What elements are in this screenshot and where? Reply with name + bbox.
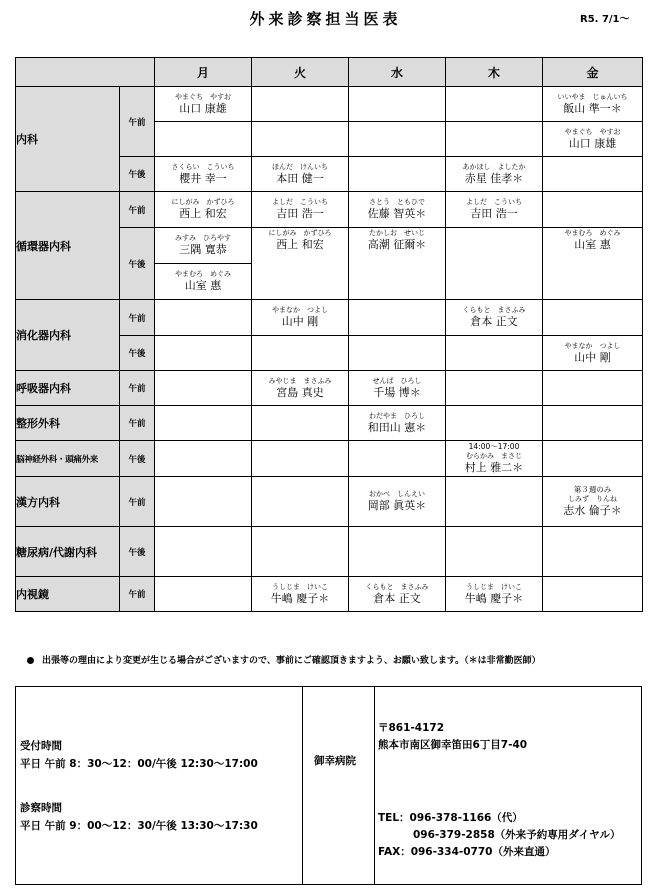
doctor-name: 山室 惠	[574, 238, 611, 251]
empty-cell	[155, 122, 252, 157]
doctor-cell	[155, 192, 252, 228]
doctor-furigana: せんば ひろし	[372, 376, 422, 385]
doctor-name: 牛嶋 慶子＊	[464, 591, 524, 605]
day-header-mon: 月	[155, 58, 252, 87]
doctor-cell	[349, 577, 446, 612]
empty-cell	[155, 441, 252, 477]
doctor-furigana: にしがみ かずひろ	[171, 198, 235, 206]
dept-shokaki: 消化器内科	[16, 300, 120, 371]
bullet-icon	[27, 657, 34, 664]
doctor-name: 三隅 寛恭	[179, 243, 227, 256]
doctor-furigana: たかしお せいじ	[369, 229, 425, 237]
doctor-furigana: さくらい こういち	[171, 162, 235, 171]
dept-naishikyo: 内視鏡	[16, 577, 120, 612]
doctor-cell	[446, 577, 543, 612]
empty-cell	[349, 157, 446, 192]
doctor-name: 和田山 憲＊	[367, 420, 427, 434]
day-header-tue: 火	[252, 58, 349, 87]
notice-body: 出張等の理由により変更が生じる場合がございますので、事前にご確認頂きますよう、お願い致します。（＊は非常勤医師）	[42, 656, 541, 666]
table-row	[16, 192, 643, 228]
doctor-name: 西上 和宏	[179, 207, 227, 220]
empty-cell	[543, 371, 643, 406]
empty-cell	[155, 477, 252, 527]
empty-cell	[252, 441, 349, 477]
doctor-name: 飯山 準一＊	[563, 101, 622, 115]
doctor-name: 千場 博＊	[373, 385, 421, 399]
empty-cell	[155, 577, 252, 612]
empty-cell	[446, 406, 543, 441]
doctor-name: 山室 惠	[184, 279, 222, 292]
doctor-cell	[543, 336, 643, 371]
table-row	[16, 371, 643, 406]
empty-cell	[252, 122, 349, 157]
doctor-name: 山口 康雄	[568, 136, 617, 150]
doctor-furigana: しみず りんね	[568, 495, 617, 503]
doctor-name: 高潮 征爾＊	[367, 238, 427, 251]
doctor-furigana: うしじま けいこ	[272, 582, 328, 591]
doctor-cell	[446, 300, 543, 336]
doctor-name: 志水 倫子＊	[563, 504, 622, 517]
consult-label: 診察時間	[20, 802, 62, 814]
day-header-wed: 水	[349, 58, 446, 87]
doctor-cell	[252, 192, 349, 228]
schedule-table	[15, 57, 643, 612]
effective-date: R5. 7/1～	[580, 14, 630, 25]
kampo-week-note: 第３週のみ	[573, 485, 612, 494]
doctor-cell	[446, 192, 543, 228]
table-row	[16, 87, 643, 122]
doctor-furigana: さとう ともひで	[369, 198, 425, 206]
postal-code: 〒861-4172	[378, 722, 444, 734]
doctor-cell	[446, 157, 543, 192]
doctor-cell	[543, 228, 643, 300]
doctor-name: 本田 健一	[276, 171, 324, 185]
table-row	[16, 300, 643, 336]
reception-hours: 平日 午前 8：30～12：00/午後 12:30～17:00	[20, 758, 258, 770]
dept-junkanki: 循環器内科	[16, 192, 120, 300]
table-row	[16, 477, 643, 527]
table-row	[16, 527, 643, 577]
doctor-cell	[252, 157, 349, 192]
empty-cell	[155, 300, 252, 336]
time-pm: 午後	[120, 228, 155, 300]
empty-cell	[349, 527, 446, 577]
empty-cell	[155, 527, 252, 577]
time-am: 午前	[120, 577, 155, 612]
empty-cell	[446, 336, 543, 371]
doctor-furigana: あかほし よしたか	[462, 162, 526, 171]
fax: FAX：096-334-0770（外来直通）	[378, 846, 556, 858]
doctor-furigana: やまむろ めぐみ	[175, 270, 231, 278]
doctor-cell	[446, 441, 543, 477]
empty-cell	[543, 300, 643, 336]
headache-time-note: 14:00～17:00	[468, 442, 520, 451]
table-row	[16, 406, 643, 441]
empty-cell	[543, 406, 643, 441]
doctor-furigana: くらもと まさふみ	[462, 306, 526, 314]
day-header-thu: 木	[446, 58, 543, 87]
doctor-cell	[252, 577, 349, 612]
empty-cell	[349, 336, 446, 371]
doctor-cell	[155, 157, 252, 192]
doctor-cell	[543, 87, 643, 122]
doctor-furigana: みすみ ひろやす	[175, 234, 231, 242]
empty-cell	[543, 577, 643, 612]
info-divider	[302, 687, 303, 884]
doctor-furigana: くらもと まさふみ	[365, 582, 429, 591]
doctor-name: 倉本 正文	[373, 591, 421, 605]
empty-cell	[252, 87, 349, 122]
doctor-name: 吉田 浩一	[276, 207, 324, 220]
doctor-cell	[543, 122, 643, 157]
empty-cell	[446, 87, 543, 122]
doctor-cell	[349, 477, 446, 527]
empty-cell	[349, 122, 446, 157]
doctor-furigana: いいやま じゅんいち	[557, 92, 628, 101]
empty-cell	[155, 336, 252, 371]
doctor-name: 牛嶋 慶子＊	[270, 591, 330, 605]
doctor-cell	[349, 406, 446, 441]
time-am: 午前	[120, 300, 155, 336]
doctor-furigana: やまなか つよし	[564, 341, 621, 350]
dept-naika: 内科	[16, 87, 120, 192]
day-header-fri: 金	[543, 58, 643, 87]
doctor-furigana: ほんだ けんいち	[272, 162, 328, 171]
notice-text	[27, 653, 541, 666]
doctor-cell	[543, 477, 643, 527]
doctor-name: 赤星 佳孝＊	[464, 171, 524, 185]
tel-main: TEL：096-378-1166（代）	[378, 812, 523, 824]
doctor-name: 西上 和宏	[276, 238, 324, 251]
consult-hours: 平日 午前 9：00～12：30/午後 13:30～17:30	[20, 820, 258, 832]
dept-kokyuki: 呼吸器内科	[16, 371, 120, 406]
time-pm: 午後	[120, 441, 155, 477]
doctor-furigana: よしだ こういち	[466, 198, 522, 206]
time-am: 午前	[120, 406, 155, 441]
info-divider	[374, 687, 375, 884]
time-pm: 午後	[120, 527, 155, 577]
doctor-furigana: やまむろ めぐみ	[564, 229, 621, 237]
doctor-furigana: よしだ こういち	[272, 198, 328, 206]
time-am: 午前	[120, 371, 155, 406]
time-pm: 午後	[120, 336, 155, 371]
table-row	[16, 577, 643, 612]
doctor-furigana: うしじま けいこ	[466, 582, 522, 591]
doctor-cell	[349, 192, 446, 228]
empty-cell	[543, 157, 643, 192]
empty-cell	[543, 192, 643, 228]
doctor-cell	[349, 228, 446, 300]
time-pm: 午後	[120, 157, 155, 192]
empty-cell	[155, 406, 252, 441]
time-am: 午前	[120, 87, 155, 157]
doctor-cell	[155, 228, 252, 264]
doctor-name: 宮島 真史	[276, 385, 324, 399]
doctor-name: 佐藤 智英＊	[367, 207, 427, 220]
empty-cell	[543, 441, 643, 477]
empty-cell	[349, 441, 446, 477]
doctor-name: 岡部 眞英＊	[367, 499, 427, 512]
empty-cell	[446, 477, 543, 527]
doctor-furigana: みやじま まさふみ	[268, 376, 332, 385]
empty-cell	[446, 527, 543, 577]
dept-tonyo: 糖尿病/代謝内科	[16, 527, 120, 577]
empty-cell	[252, 477, 349, 527]
dept-noshinkei: 脳神経外科・頭痛外来	[16, 441, 120, 477]
doctor-furigana: やまぐち やすお	[175, 92, 231, 101]
dept-seikei: 整形外科	[16, 406, 120, 441]
empty-cell	[155, 371, 252, 406]
time-am: 午前	[120, 192, 155, 228]
doctor-name: 山中 剛	[281, 315, 319, 328]
tel-reservation: 096-379-2858（外来予約専用ダイヤル）	[413, 829, 621, 841]
empty-cell	[252, 406, 349, 441]
empty-cell	[446, 228, 543, 300]
empty-cell	[252, 527, 349, 577]
page-title: 外来診察担当医表	[249, 10, 402, 28]
reception-label: 受付時間	[20, 740, 62, 752]
doctor-name: 倉本 正文	[470, 315, 518, 328]
doctor-name: 村上 雅二＊	[464, 461, 524, 474]
doctor-furigana: むらかみ まさじ	[466, 452, 522, 460]
doctor-cell	[252, 300, 349, 336]
doctor-name: 吉田 浩一	[470, 207, 518, 220]
doctor-furigana: やまなか つよし	[272, 306, 328, 314]
doctor-cell	[155, 87, 252, 122]
hospital-name: 御幸病院	[314, 755, 356, 767]
doctor-cell	[252, 371, 349, 406]
empty-cell	[349, 87, 446, 122]
time-am: 午前	[120, 477, 155, 527]
corner-cell	[16, 58, 155, 87]
doctor-cell	[155, 264, 252, 300]
doctor-cell	[349, 371, 446, 406]
doctor-furigana: おかべ しんえい	[369, 490, 425, 498]
info-box	[15, 686, 642, 885]
empty-cell	[446, 371, 543, 406]
doctor-cell	[252, 228, 349, 300]
empty-cell	[349, 300, 446, 336]
doctor-name: 櫻井 幸一	[179, 171, 227, 185]
empty-cell	[543, 527, 643, 577]
doctor-name: 山中 剛	[574, 350, 611, 364]
doctor-furigana: やまぐち やすお	[564, 127, 621, 136]
day-header-row	[16, 58, 643, 87]
empty-cell	[252, 336, 349, 371]
empty-cell	[446, 122, 543, 157]
dept-kampo: 漢方内科	[16, 477, 120, 527]
address: 熊本市南区御幸笛田6丁目7-40	[378, 739, 528, 751]
doctor-furigana: にしがみ かずひろ	[268, 229, 332, 237]
table-row	[16, 441, 643, 477]
doctor-furigana: わだやま ひろし	[369, 411, 425, 420]
doctor-name: 山口 康雄	[179, 101, 227, 115]
